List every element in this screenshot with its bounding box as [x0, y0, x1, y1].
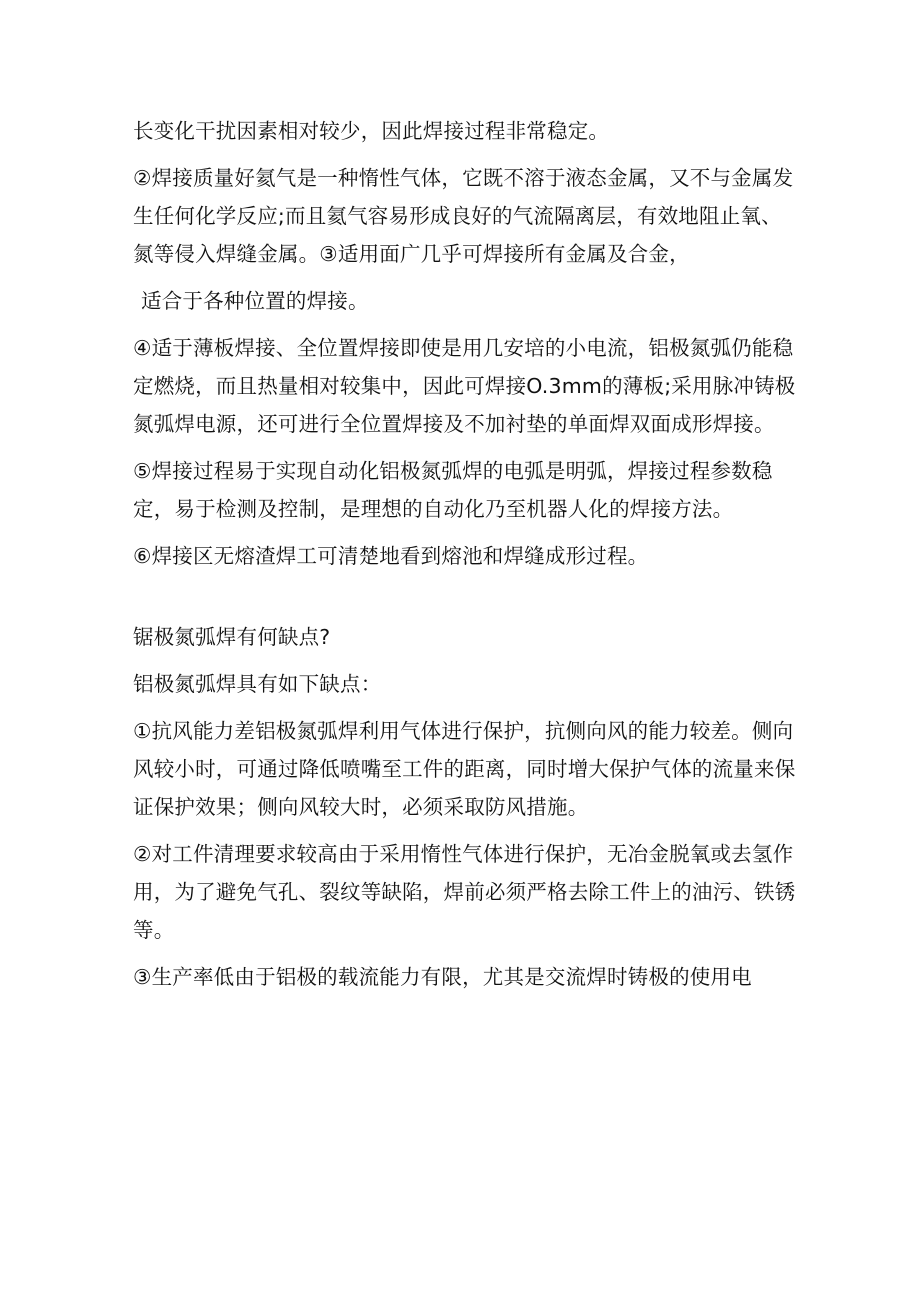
paragraph-weld-quality: ②焊接质量好氦气是一种惰性气体，它既不溶于液态金属，又不与金属发生任何化学反应;而且氦气容易形成良好的气流隔离层，有效地阻止氧、氮等侵入焊缝金属。③适用面广几乎可焊接所有金属及合金， [133, 166, 794, 266]
paragraph-no-slag: ⑥焊接区无熔渣焊工可清楚地看到熔池和焊缝成形过程。 [133, 544, 649, 568]
paragraph-wind-resistance: ①抗风能力差铝极氮弧焊利用气体进行保护，抗侧向风的能力较差。侧向风较小时，可通过降低喷嘴至工件的距离，同时增大保护气体的流量来保证保护效果；侧向风较大时，必须采取防风措施。 [133, 719, 796, 819]
document-body [133, 112, 797, 1005]
paragraph-productivity: ③生产率低由于铝极的载流能力有限，尤其是交流焊时铸极的使用电 [133, 965, 752, 989]
paragraph-cleaning: ②对工件清理要求较高由于采用惰性气体进行保护，无冶金脱氧或去氢作用，为了避免气孔、裂纹等缺陷，焊前必须严格去除工件上的油污、铁锈等。 [133, 842, 796, 942]
section-intro: 铝极氮弧焊具有如下缺点： [133, 672, 382, 696]
paragraph-thin-plate: ④适于薄板焊接、全位置焊接即使是用几安培的小电流，铝极氮弧仍能稳定燃烧，而且热量相对较集中，因此可焊接O.3mm的薄板;采用脉冲铸极氮弧焊电源，还可进行全位置焊接及不加衬垫的单面焊双面成形焊接。 [133, 336, 796, 436]
paragraph-automation: ⑤焊接过程易于实现自动化铝极氮弧焊的电弧是明弧，焊接过程参数稳定，易于检测及控制，是理想的自动化乃至机器人化的焊接方法。 [133, 459, 773, 521]
section-question: 锯极氮弧焊有何缺点? [133, 625, 331, 649]
paragraph-arc-stability: 长变化干扰因素相对较少，因此焊接过程非常稳定。 [133, 119, 610, 143]
paragraph-all-positions: 适合于各种位置的焊接。 [141, 289, 369, 313]
section-gap [133, 584, 797, 618]
